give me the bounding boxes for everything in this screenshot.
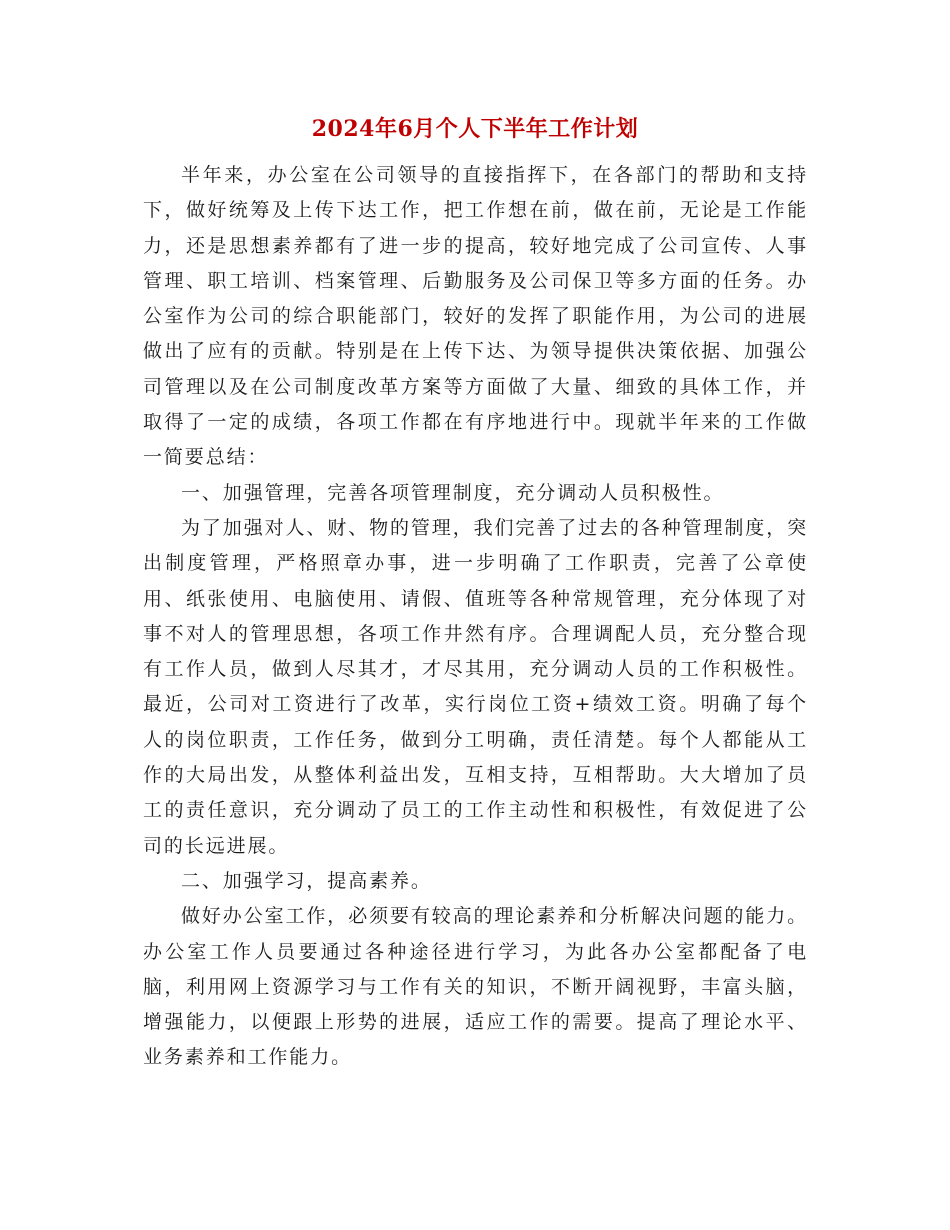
- heading-section-2: 二、加强学习，提高素养。: [181, 869, 432, 892]
- paragraph-section-1: 为了加强对人、财、物的管理，我们完善了过去的各种管理制度，突出制度管理，严格照章办事，进一步明确了工作职责，完善了公章使用、纸张使用、电脑使用、请假、值班等各种常规管理，充分体现了对事不对人的管理思想，各项工作井然有序。合理调配人员，充分整合现有工作人员，做到人尽其才，才尽其用，充分调动人员的工作积极性。最近，公司对工资进行了改革，实行岗位工资+绩效工资。明确了每个人的岗位职责，工作任务，做到分工明确，责任清楚。每个人都能从工作的大局出发，从整体利益出发，互相支持，互相帮助。大大增加了员工的责任意识，充分调动了员工的工作主动性和积极性，有效促进了公司的长远进展。: [143, 516, 809, 857]
- heading-section-1: 一、加强管理，完善各项管理制度，充分调动人员积极性。: [181, 481, 725, 504]
- document-body: [143, 158, 808, 1076]
- paragraph-section-2: 做好办公室工作，必须要有较高的理论素养和分析解决问题的能力。办公室工作人员要通过各种途径进行学习，为此各办公室都配备了电脑，利用网上资源学习与工作有关的知识，不断开阔视野，丰富头脑，增强能力，以便跟上形势的进展，适应工作的需要。提高了理论水平、业务素养和工作能力。: [143, 905, 809, 1069]
- document-title: 2024年6月个人下半年工作计划: [311, 116, 639, 142]
- paragraph-intro: 半年来，办公室在公司领导的直接指挥下，在各部门的帮助和支持下，做好统筹及上传下达工作，把工作想在前，做在前，无论是工作能力，还是思想素养都有了进一步的提高，较好地完成了公司宣传、人事管理、职工培训、档案管理、后勤服务及公司保卫等多方面的任务。办公室作为公司的综合职能部门，较好的发挥了职能作用，为公司的进展做出了应有的贡献。特别是在上传下达、为领导提供决策依据、加强公司管理以及在公司制度改革方案等方面做了大量、细致的具体工作，并取得了一定的成绩，各项工作都在有序地进行中。现就半年来的工作做一简要总结：: [143, 164, 808, 469]
